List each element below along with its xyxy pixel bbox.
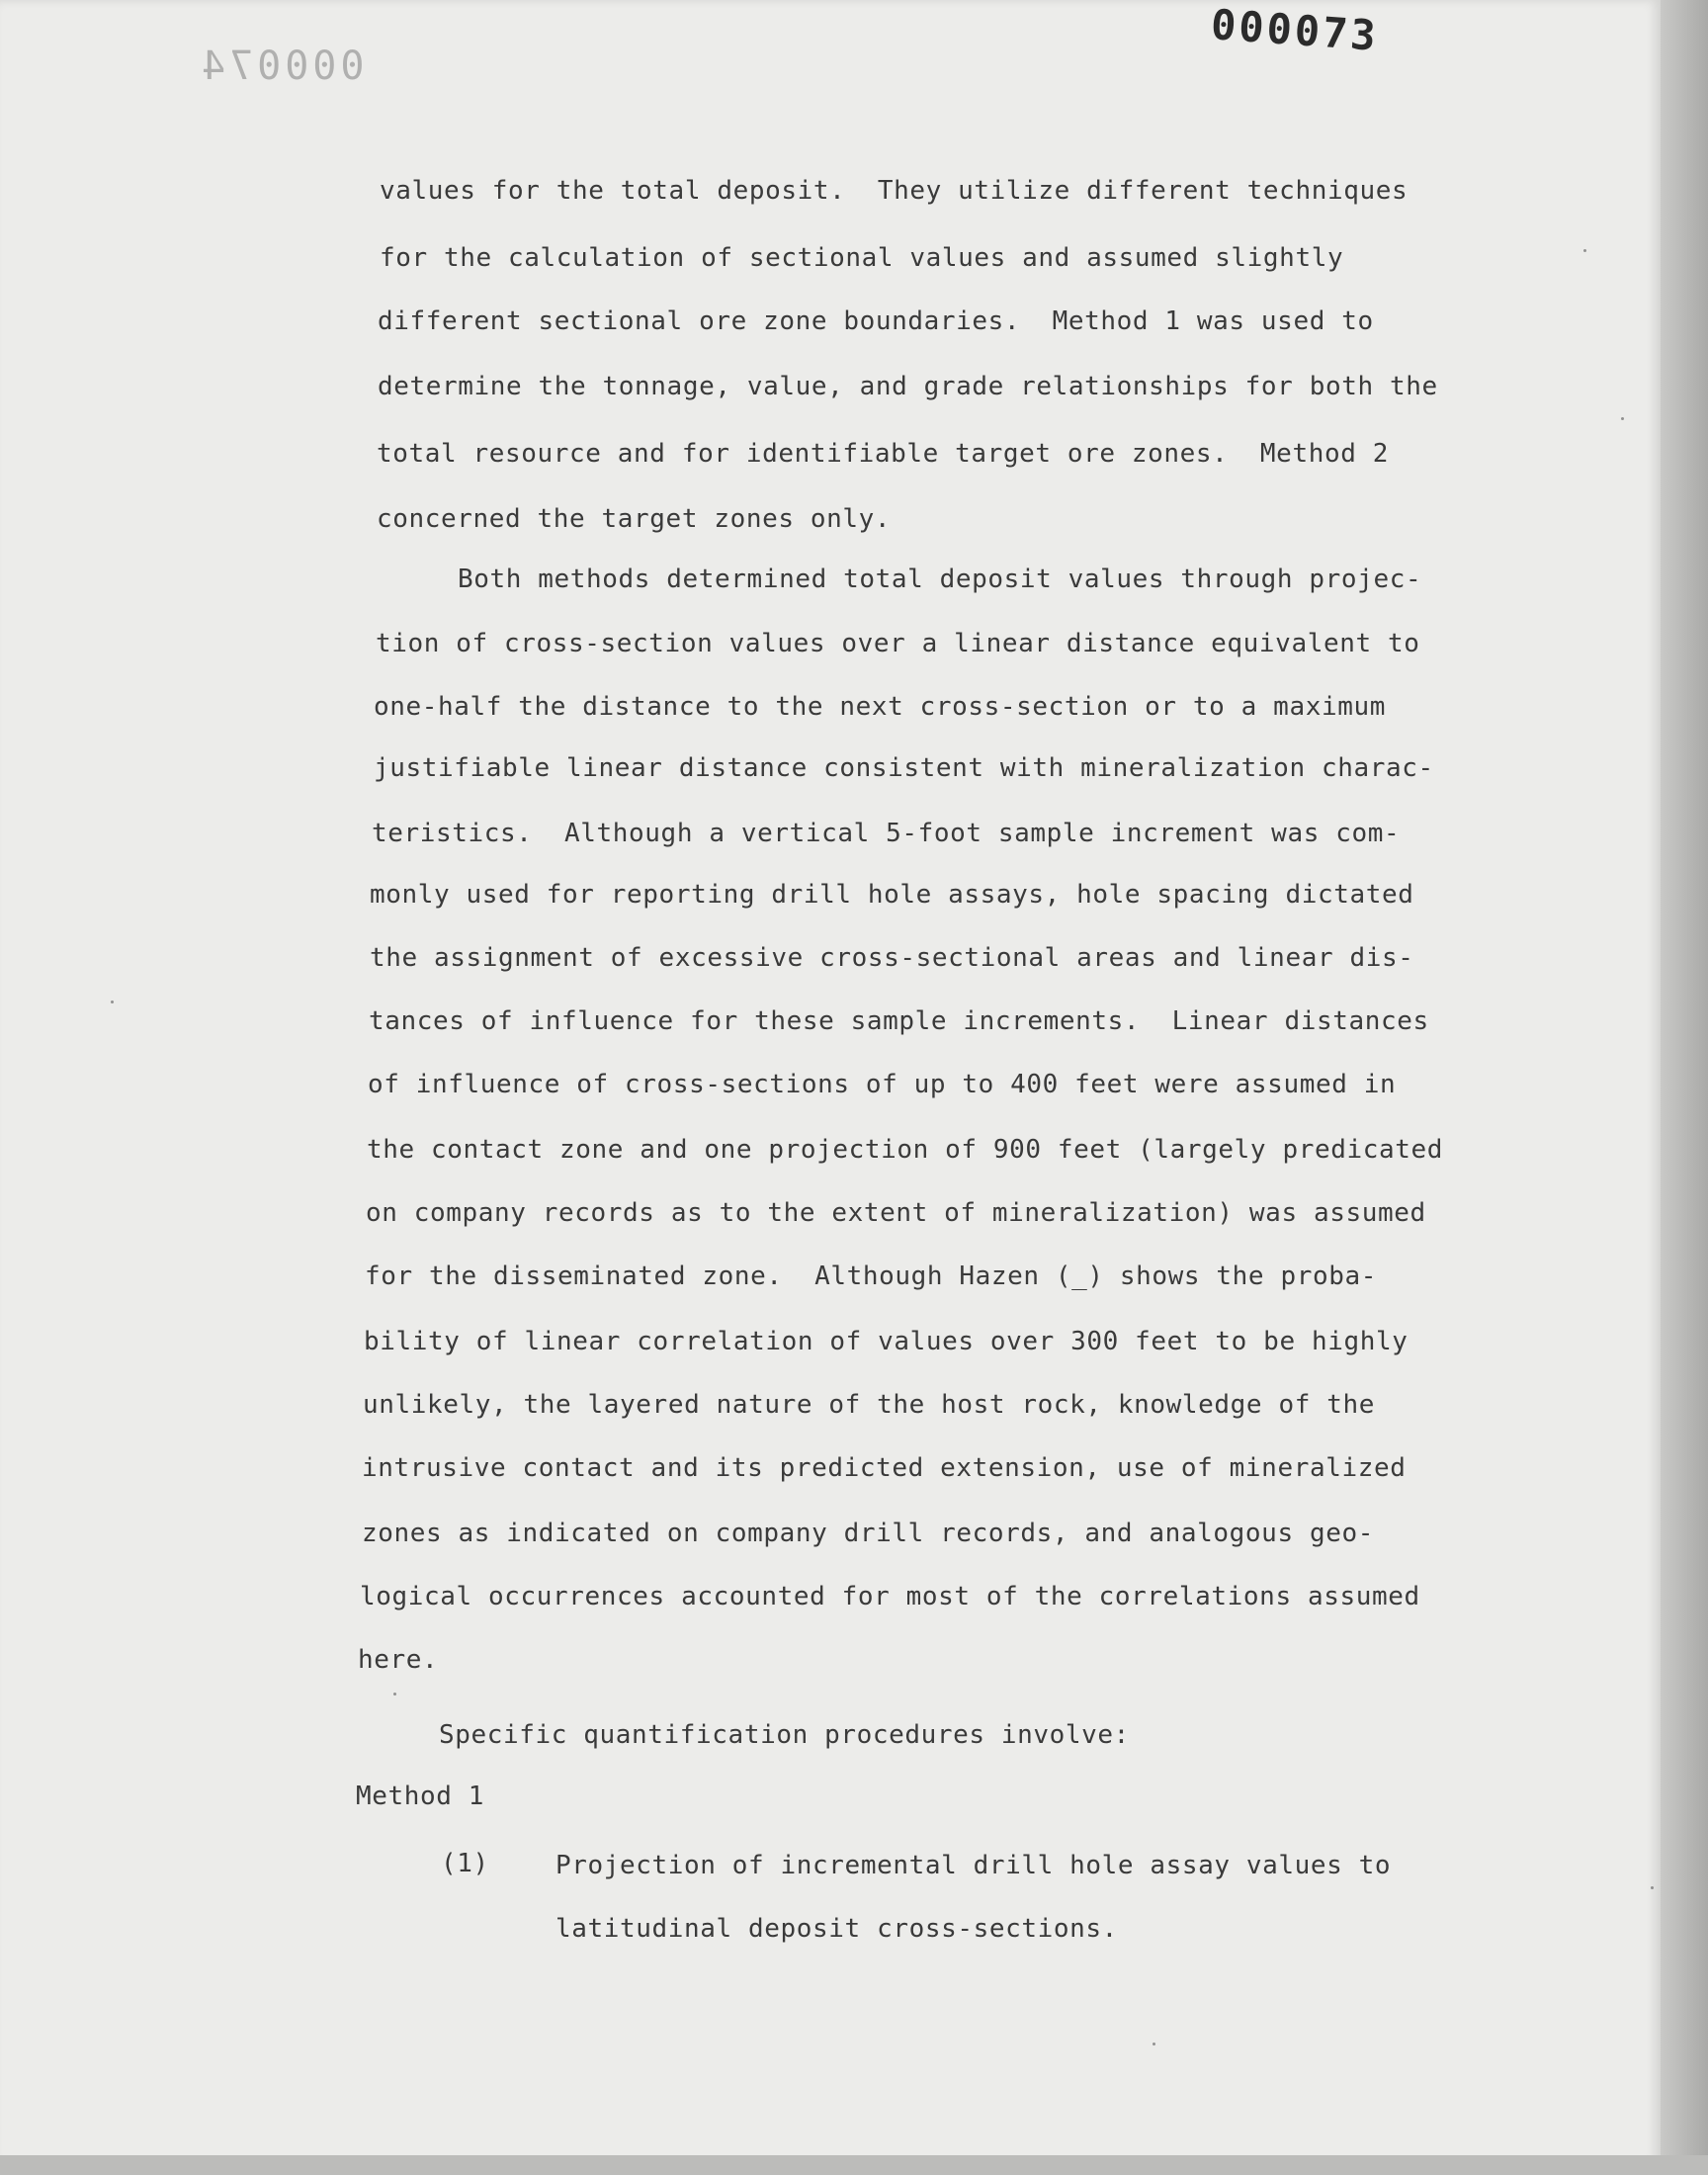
- text-line: determine the tonnage, value, and grade relationships for both the: [378, 372, 1438, 401]
- text-line: Both methods determined total deposit values through projec-: [458, 565, 1422, 594]
- page-number-stamp: 000073: [1209, 0, 1381, 60]
- text-line: Specific quantification procedures involve:: [439, 1720, 1130, 1750]
- text-line: intrusive contact and its predicted extension, use of mineralized: [362, 1453, 1407, 1483]
- text-line: different sectional ore zone boundaries. Method 1 was used to: [378, 306, 1374, 336]
- text-line: here.: [358, 1645, 439, 1675]
- list-item-number: (1): [441, 1849, 489, 1878]
- text-line: unlikely, the layered nature of the host rock, knowledge of the: [363, 1390, 1375, 1420]
- text-line: on company records as to the extent of mineralization) was assumed: [366, 1198, 1426, 1228]
- page-edge-shadow: [1661, 0, 1708, 2175]
- text-line: of influence of cross-sections of up to 400 feet were assumed in: [368, 1070, 1397, 1099]
- method-heading: Method 1: [356, 1782, 485, 1811]
- text-line: concerned the target zones only.: [377, 504, 892, 534]
- text-line: justifiable linear distance consistent with mineralization charac-: [374, 753, 1434, 783]
- paper-speck: [1651, 1886, 1654, 1889]
- paper-speck: [1583, 249, 1586, 252]
- paper-speck: [1153, 2043, 1155, 2045]
- paper-speck: [111, 1000, 114, 1003]
- text-line: for the disseminated zone. Although Hazen (_) shows the proba-: [365, 1262, 1377, 1291]
- text-line: teristics. Although a vertical 5-foot sample increment was com-: [372, 819, 1401, 848]
- paper-speck: [393, 1693, 396, 1696]
- text-line: total resource and for identifiable target ore zones. Method 2: [377, 439, 1389, 469]
- text-line: for the calculation of sectional values and assumed slightly: [380, 243, 1344, 273]
- bleed-through-stamp: 000074: [198, 44, 365, 89]
- text-line: tion of cross-section values over a linear distance equivalent to: [376, 629, 1420, 658]
- list-item-text: Projection of incremental drill hole assay values to: [555, 1851, 1392, 1880]
- text-line: one-half the distance to the next cross-section or to a maximum: [374, 692, 1386, 722]
- text-line: monly used for reporting drill hole assays, hole spacing dictated: [370, 880, 1414, 910]
- list-item-text: latitudinal deposit cross-sections.: [555, 1914, 1118, 1944]
- page-bottom-edge: [0, 2155, 1708, 2175]
- text-line: logical occurrences accounted for most of the correlations assumed: [360, 1582, 1420, 1611]
- text-line: the contact zone and one projection of 900 feet (largely predicated: [367, 1135, 1443, 1165]
- paper-speck: [1621, 417, 1624, 420]
- text-line: bility of linear correlation of values over 300 feet to be highly: [364, 1327, 1409, 1356]
- text-line: values for the total deposit. They utilize different techniques: [380, 176, 1409, 206]
- text-line: the assignment of excessive cross-sectional areas and linear dis-: [370, 943, 1414, 973]
- text-line: tances of influence for these sample increments. Linear distances: [369, 1006, 1429, 1036]
- text-line: zones as indicated on company drill records, and analogous geo-: [362, 1519, 1374, 1548]
